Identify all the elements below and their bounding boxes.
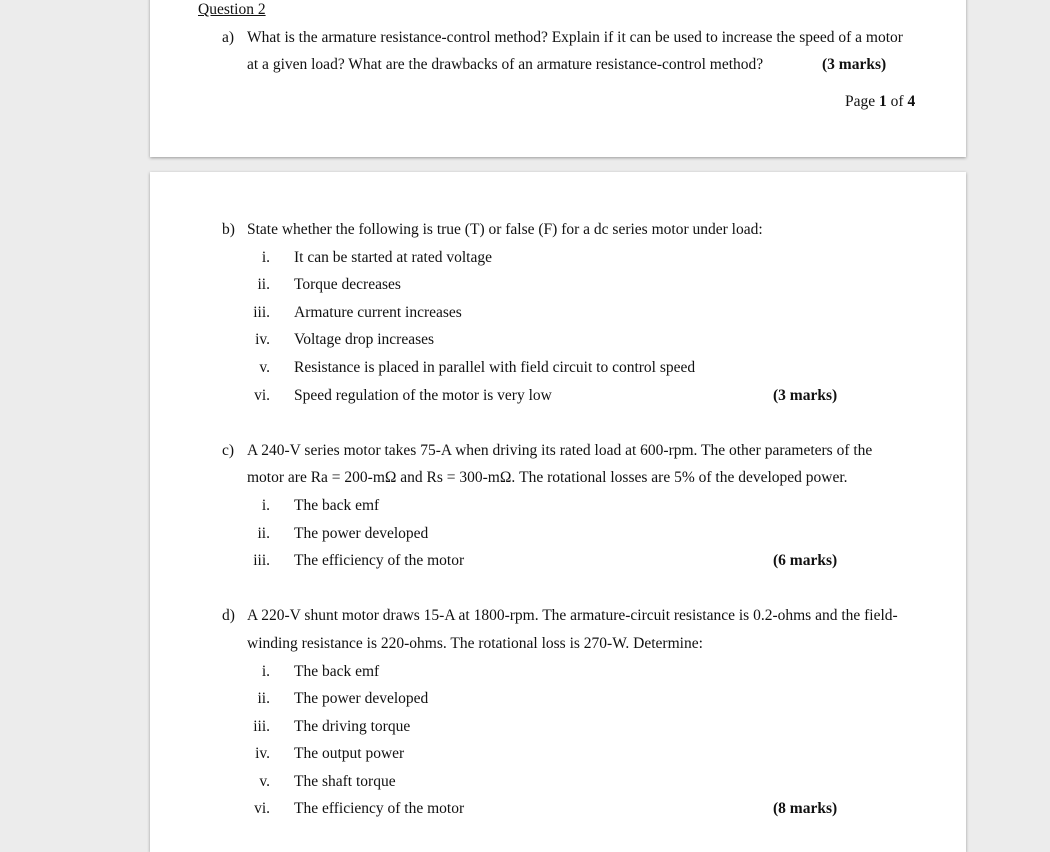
part-b-item-num: iv. (255, 331, 270, 348)
part-a-line-2: at a given load? What are the drawbacks of an armature resistance-control method? (247, 56, 764, 73)
part-d-item-num: vi. (254, 800, 270, 817)
part-d-line-2: winding resistance is 220-ohms. The rotational loss is 270-W. Determine: (247, 635, 703, 652)
part-d-item-text: The back emf (294, 663, 380, 680)
page-total: 4 (907, 93, 916, 110)
part-b-item-text: Voltage drop increases (294, 331, 435, 348)
document-page-1 (150, 0, 966, 157)
part-d-item-text: The output power (294, 745, 405, 762)
part-c-marks: (6 marks) (773, 552, 838, 569)
part-d-item-text: The efficiency of the motor (294, 800, 465, 817)
part-b-item-num: i. (261, 249, 270, 266)
part-d-item-num: v. (259, 773, 270, 790)
part-b-item-text: Speed regulation of the motor is very low (294, 387, 552, 404)
part-b-item-text: Torque decreases (294, 276, 401, 293)
part-b-letter: b) (222, 221, 235, 238)
part-a-line-1: What is the armature resistance-control method? Explain if it can be used to increase the speed of a motor (247, 29, 903, 46)
part-b-item-num: v. (259, 359, 270, 376)
part-b-item-text: Armature current increases (294, 304, 462, 321)
part-b-intro: State whether the following is true (T) or false (F) for a dc series motor under load: (247, 221, 763, 238)
part-d-item-text: The driving torque (294, 718, 411, 735)
part-d-item-num: iv. (255, 745, 270, 762)
part-d-marks: (8 marks) (773, 800, 838, 817)
part-d-item-num: i. (261, 663, 270, 680)
page-of-label: of (886, 93, 908, 110)
part-b-item-text: Resistance is placed in parallel with field circuit to control speed (294, 359, 696, 376)
part-c-item-num: iii. (253, 552, 270, 569)
part-b-marks: (3 marks) (773, 387, 838, 404)
part-c-line-1: A 240-V series motor takes 75-A when driving its rated load at 600-rpm. The other parameters of the (247, 442, 873, 459)
part-c-item-text: The power developed (294, 525, 429, 542)
part-d-item-num: ii. (257, 690, 270, 707)
part-b-item-num: vi. (254, 387, 270, 404)
page-current: 1 (879, 93, 887, 110)
part-d-item-text: The shaft torque (294, 773, 396, 790)
question-title: Question 2 (198, 1, 266, 18)
part-b-item-text: It can be started at rated voltage (294, 249, 492, 266)
part-c-item-text: The efficiency of the motor (294, 552, 465, 569)
page-label: Page (845, 93, 880, 110)
part-d-letter: d) (222, 607, 235, 624)
part-a-letter: a) (222, 29, 235, 46)
part-c-letter: c) (222, 442, 235, 459)
part-b-item-num: iii. (253, 304, 270, 321)
part-d-item-text: The power developed (294, 690, 429, 707)
part-c-item-text: The back emf (294, 497, 380, 514)
part-c-item-num: ii. (257, 525, 270, 542)
document-page-2 (150, 172, 966, 852)
part-c-line-2: motor are Ra = 200-mΩ and Rs = 300-mΩ. The rotational losses are 5% of the developed power. (247, 469, 848, 486)
page-number-footer (845, 93, 915, 111)
part-c-item-num: i. (261, 497, 270, 514)
part-d-line-1: A 220-V shunt motor draws 15-A at 1800-rpm. The armature-circuit resistance is 0.2-ohms and the field- (247, 607, 898, 624)
part-a-marks: (3 marks) (822, 56, 887, 73)
part-b-item-num: ii. (257, 276, 270, 293)
part-d-item-num: iii. (253, 718, 270, 735)
